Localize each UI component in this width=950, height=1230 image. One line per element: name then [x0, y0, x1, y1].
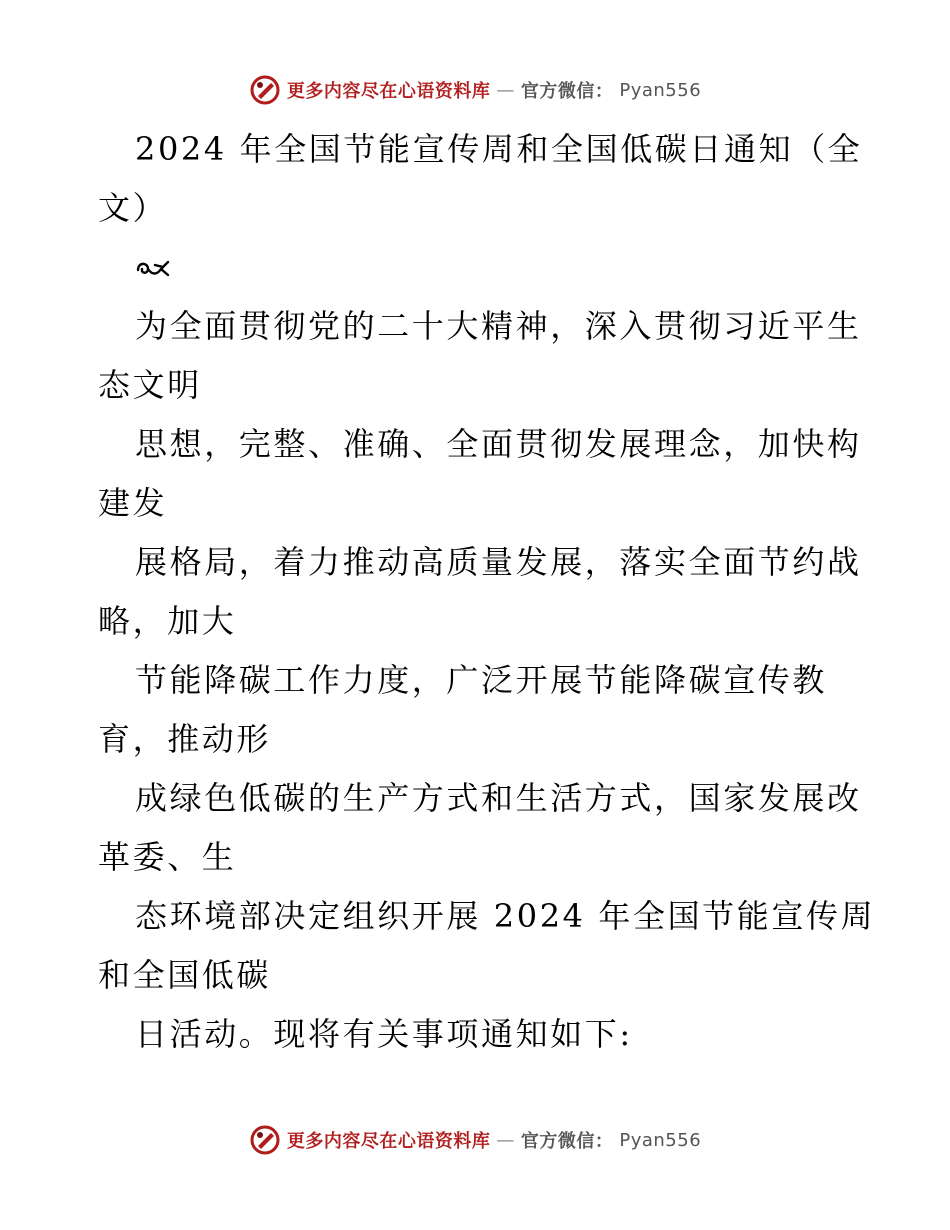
banner-wechat-label: 官方微信：: [520, 81, 614, 102]
paragraph-line: 态文明: [98, 366, 202, 404]
paragraph-line: 略，加大: [98, 602, 237, 640]
brand-logo-icon: [249, 74, 281, 106]
banner-wechat-label: 官方微信：: [520, 1131, 614, 1152]
paragraph-line: 和全国低碳: [98, 956, 272, 994]
footer-banner: [0, 1120, 950, 1160]
banner-dash: —: [496, 79, 515, 101]
document-title-line-1: 2024 年全国节能宣传周和全国低碳日通知（全: [135, 130, 863, 168]
banner-wechat-id: Pyan556: [619, 79, 702, 101]
brand-logo-icon: [249, 1124, 281, 1156]
paragraph-line: 日活动。现将有关事项通知如下:: [135, 1015, 633, 1053]
banner-wechat-id: Pyan556: [619, 1129, 702, 1151]
paragraph-line: 建发: [98, 484, 168, 522]
paragraph-line: 展格局，着力推动高质量发展，落实全面节约战: [135, 543, 862, 581]
paragraph-line: 育，推动形: [98, 720, 272, 758]
paragraph-line: 为全面贯彻党的二十大精神，深入贯彻习近平生: [135, 307, 862, 345]
banner-dash: —: [496, 1129, 515, 1151]
paragraph-line: 思想，完整、准确、全面贯彻发展理念，加快构: [135, 425, 862, 463]
paragraph-line: 态环境部决定组织开展 2024 年全国节能宣传周: [135, 897, 876, 935]
paragraph-line: 革委、生: [98, 838, 237, 876]
header-banner: [0, 70, 950, 110]
ornament-divider: [98, 238, 858, 297]
document-body: [98, 120, 876, 1064]
flourish-icon: [135, 257, 171, 279]
banner-text: 更多内容尽在心语资料库: [286, 1131, 491, 1152]
banner-text: 更多内容尽在心语资料库: [286, 81, 491, 102]
document-title-line-2: 文）: [98, 189, 168, 227]
paragraph-line: 节能降碳工作力度，广泛开展节能降碳宣传教: [135, 661, 828, 699]
paragraph-line: 成绿色低碳的生产方式和生活方式，国家发展改: [135, 779, 862, 817]
